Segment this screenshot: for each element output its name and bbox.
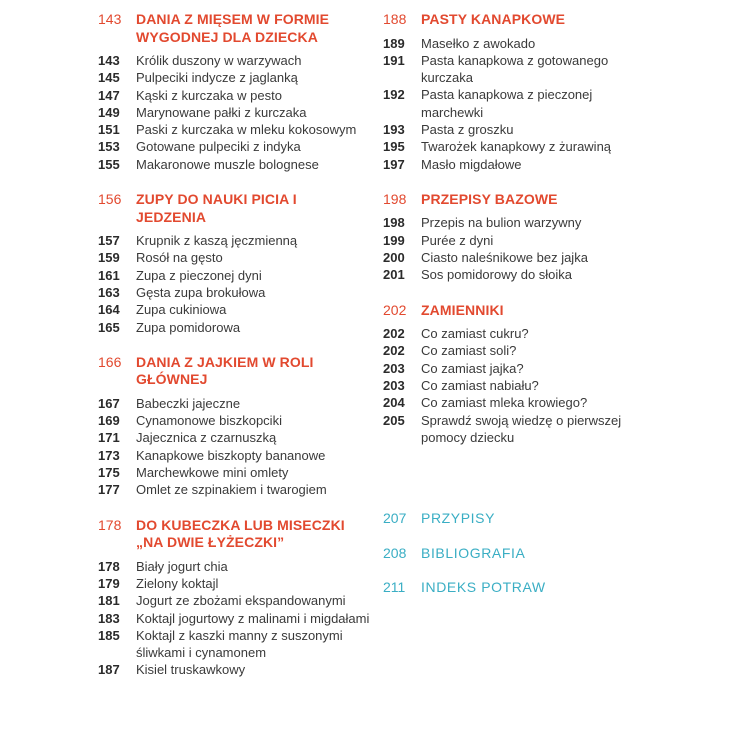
- toc-entry[interactable]: [383, 86, 653, 121]
- toc-entry[interactable]: [98, 232, 370, 249]
- entry-page-number: 183: [98, 610, 120, 626]
- toc-entry[interactable]: [383, 121, 653, 138]
- entry-page-number: 165: [98, 319, 120, 335]
- entry-title: Zielony koktajl: [136, 575, 219, 591]
- entry-page-number: 199: [383, 232, 405, 248]
- entry-page-number: 151: [98, 122, 120, 138]
- section-heading[interactable]: [383, 510, 653, 528]
- entry-page-number: 167: [98, 395, 120, 411]
- toc-entry[interactable]: [98, 429, 370, 446]
- entry-page-number: 192: [383, 87, 405, 103]
- section-page-number: 207: [383, 510, 407, 527]
- entry-title: Kisiel truskawkowy: [136, 662, 246, 678]
- entry-title: Krupnik z kaszą jęczmienną: [136, 233, 298, 249]
- entry-page-number: 181: [98, 593, 120, 609]
- section-heading[interactable]: [383, 302, 653, 320]
- entry-page-number: 161: [98, 267, 120, 283]
- section-heading[interactable]: [98, 191, 370, 226]
- entry-title: Masełko z awokado: [421, 35, 536, 51]
- entry-title: Co zamiast cukru?: [421, 326, 529, 342]
- entry-title: Pasta kanapkowa z pieczonej marchewki: [421, 87, 593, 120]
- entry-title: Marynowane pałki z kurczaka: [136, 104, 307, 120]
- entry-title: Gęsta zupa brokułowa: [136, 284, 266, 300]
- entry-title: Sprawdź swoją wiedzę o pierwszej pomocy dziecku: [421, 412, 622, 445]
- toc-entry[interactable]: [383, 412, 653, 447]
- entry-page-number: 155: [98, 156, 120, 172]
- entry-page-number: 189: [383, 35, 405, 51]
- section-page-number: 188: [383, 11, 407, 27]
- entry-title: Co zamiast nabiału?: [421, 377, 539, 393]
- toc-entry[interactable]: [98, 138, 370, 155]
- entry-page-number: 175: [98, 465, 120, 481]
- entry-page-number: 203: [383, 360, 405, 376]
- spacer: [383, 464, 653, 510]
- section-title: PASTY KANAPKOWE: [421, 11, 566, 27]
- entry-page-number: 145: [98, 70, 120, 86]
- toc-entry[interactable]: [383, 266, 653, 283]
- entry-page-number: 143: [98, 53, 120, 68]
- section-page-number: 143: [98, 11, 122, 27]
- entry-page-number: 198: [383, 215, 405, 231]
- toc-right-column: [383, 11, 653, 614]
- entry-title: Koktajl jogurtowy z malinami i migdałami: [136, 610, 370, 626]
- toc-section: [98, 11, 370, 173]
- entry-title: Co zamiast mleka krowiego?: [421, 395, 588, 411]
- entry-title: Paski z kurczaka w mleku kokosowym: [136, 122, 357, 138]
- entry-page-number: 178: [98, 558, 120, 574]
- toc-extra-section: [383, 579, 653, 597]
- entry-title: Kąski z kurczaka w pesto: [136, 87, 282, 103]
- section-heading[interactable]: [98, 517, 370, 552]
- entry-title: Masło migdałowe: [421, 156, 522, 172]
- entry-page-number: 147: [98, 87, 120, 103]
- entry-page-number: 169: [98, 413, 120, 429]
- section-heading[interactable]: [98, 11, 370, 46]
- toc-extra-section: [383, 545, 653, 563]
- toc-section: [98, 354, 370, 499]
- toc-entry[interactable]: [383, 360, 653, 377]
- entry-page-number: 193: [383, 121, 405, 137]
- entry-page-number: 164: [98, 302, 120, 318]
- toc-entry[interactable]: [383, 35, 653, 52]
- toc-entry[interactable]: [98, 249, 370, 266]
- toc-section: [383, 302, 653, 447]
- entry-title: Koktajl z kaszki manny z suszonymi śliwkami i cynamonem: [136, 627, 343, 661]
- toc-left-column: [98, 11, 370, 697]
- toc-entry[interactable]: [98, 87, 370, 104]
- toc-entry[interactable]: [98, 319, 370, 336]
- entry-title: Zupa z pieczonej dyni: [136, 267, 262, 283]
- toc-entry[interactable]: [98, 558, 370, 575]
- section-page-number: 208: [383, 544, 407, 561]
- section-title: DANIA Z JAJKIEM W ROLI GŁÓWNEJ: [136, 353, 314, 388]
- toc-entry[interactable]: [98, 121, 370, 138]
- toc-entry[interactable]: [98, 481, 370, 498]
- toc-entry[interactable]: [383, 325, 653, 342]
- section-title: ZUPY DO NAUKI PICIA I JEDZENIA: [136, 191, 297, 225]
- section-title: DANIA Z MIĘSEM W FORMIE WYGODNEJ DLA DZIECKA: [136, 11, 330, 45]
- toc-entry[interactable]: [383, 342, 653, 359]
- section-page-number: 198: [383, 190, 407, 207]
- entry-page-number: 204: [383, 395, 405, 411]
- toc-entry[interactable]: [98, 104, 370, 121]
- entry-page-number: 202: [383, 326, 405, 342]
- entry-title: Jajecznica z czarnuszką: [136, 430, 277, 446]
- entry-title: Pulpeciki indycze z jaglanką: [136, 70, 298, 86]
- entry-page-number: 201: [383, 267, 405, 283]
- toc-entry[interactable]: [383, 156, 653, 173]
- entry-title: Biały jogurt chia: [136, 558, 228, 574]
- section-heading[interactable]: [383, 579, 653, 597]
- entry-page-number: 149: [98, 104, 120, 120]
- entry-title: Zupa pomidorowa: [136, 319, 241, 335]
- entry-page-number: 200: [383, 249, 405, 265]
- toc-entry[interactable]: [98, 447, 370, 464]
- entry-title: Makaronowe muszle bolognese: [136, 156, 319, 172]
- entry-title: Omlet ze szpinakiem i twarogiem: [136, 482, 327, 498]
- entry-page-number: 205: [383, 412, 405, 428]
- entry-page-number: 163: [98, 284, 120, 300]
- section-heading[interactable]: [383, 191, 653, 209]
- entry-title: Ciasto naleśnikowe bez jajka: [421, 249, 588, 265]
- entry-title: Pasta z groszku: [421, 121, 514, 137]
- section-page-number: 166: [98, 353, 122, 370]
- toc-entry[interactable]: [98, 464, 370, 481]
- section-heading[interactable]: [383, 545, 653, 563]
- toc-section: [98, 517, 370, 679]
- section-page-number: 211: [383, 579, 406, 596]
- entry-title: Twarożek kanapkowy z żurawiną: [421, 139, 612, 155]
- entry-page-number: 191: [383, 52, 405, 68]
- toc-entry[interactable]: [383, 52, 653, 87]
- toc-entry[interactable]: [98, 575, 370, 592]
- entry-title: Królik duszony w warzywach: [136, 53, 302, 68]
- entry-page-number: 185: [98, 627, 120, 643]
- toc-entry[interactable]: [383, 394, 653, 411]
- toc-section: [98, 191, 370, 336]
- entry-title: Marchewkowe mini omlety: [136, 465, 289, 481]
- entry-page-number: 173: [98, 447, 120, 463]
- toc-entry[interactable]: [383, 249, 653, 266]
- toc-entry[interactable]: [98, 627, 370, 662]
- entry-title: Sos pomidorowy do słoika: [421, 267, 573, 283]
- toc-entry[interactable]: [98, 412, 370, 429]
- entry-title: Przepis na bulion warzywny: [421, 215, 582, 231]
- section-heading[interactable]: [383, 11, 653, 29]
- entry-page-number: 177: [98, 482, 120, 498]
- toc-section: [383, 191, 653, 284]
- section-title: PRZYPISY: [421, 510, 496, 527]
- entry-title: Jogurt ze zbożami ekspandowanymi: [136, 593, 346, 609]
- entry-title: Babeczki jajeczne: [136, 395, 241, 411]
- section-title: ZAMIENNIKI: [421, 301, 504, 318]
- entry-page-number: 202: [383, 343, 405, 359]
- entry-page-number: 153: [98, 139, 120, 155]
- entry-page-number: 197: [383, 156, 405, 172]
- entry-page-number: 195: [383, 139, 405, 155]
- toc-entry[interactable]: [98, 69, 370, 86]
- entry-title: Cynamonowe biszkopciki: [136, 413, 282, 429]
- toc-entry[interactable]: [98, 610, 370, 627]
- toc-entry[interactable]: [383, 138, 653, 155]
- entry-title: Zupa cukiniowa: [136, 302, 227, 318]
- entry-page-number: 187: [98, 662, 120, 678]
- section-heading[interactable]: [98, 354, 370, 389]
- section-page-number: 156: [98, 191, 122, 208]
- entry-title: Purée z dyni: [421, 232, 494, 248]
- section-title: INDEKS POTRAW: [421, 579, 546, 596]
- entry-title: Pasta kanapkowa z gotowanego kurczaka: [421, 52, 609, 86]
- toc-entry[interactable]: [98, 52, 370, 69]
- toc-entry[interactable]: [98, 267, 370, 284]
- toc-entry[interactable]: [98, 301, 370, 318]
- toc-entry[interactable]: [383, 214, 653, 231]
- toc-entry[interactable]: [98, 661, 370, 678]
- section-page-number: 202: [383, 301, 407, 318]
- toc-section: [383, 11, 653, 173]
- entry-title: Co zamiast soli?: [421, 343, 517, 359]
- section-title: DO KUBECZKA LUB MISECZKI „NA DWIE ŁYŻECZKI”: [136, 516, 345, 551]
- entry-title: Gotowane pulpeciki z indyka: [136, 139, 301, 155]
- toc-entry[interactable]: [98, 592, 370, 609]
- entry-page-number: 157: [98, 233, 120, 249]
- entry-page-number: 179: [98, 575, 120, 591]
- entry-title: Rosół na gęsto: [136, 250, 223, 266]
- entry-page-number: 203: [383, 377, 405, 393]
- toc-entry[interactable]: [383, 232, 653, 249]
- toc-entry[interactable]: [98, 395, 370, 412]
- entry-page-number: 171: [98, 430, 120, 446]
- section-title: BIBLIOGRAFIA: [421, 544, 526, 561]
- toc-entry[interactable]: [98, 156, 370, 173]
- toc-entry[interactable]: [383, 377, 653, 394]
- entry-page-number: 159: [98, 250, 120, 266]
- section-page-number: 178: [98, 516, 122, 533]
- entry-title: Kanapkowe biszkopty bananowe: [136, 447, 326, 463]
- toc-extra-section: [383, 510, 653, 528]
- section-title: PRZEPISY BAZOWE: [421, 190, 558, 207]
- toc-entry[interactable]: [98, 284, 370, 301]
- entry-title: Co zamiast jajka?: [421, 360, 524, 376]
